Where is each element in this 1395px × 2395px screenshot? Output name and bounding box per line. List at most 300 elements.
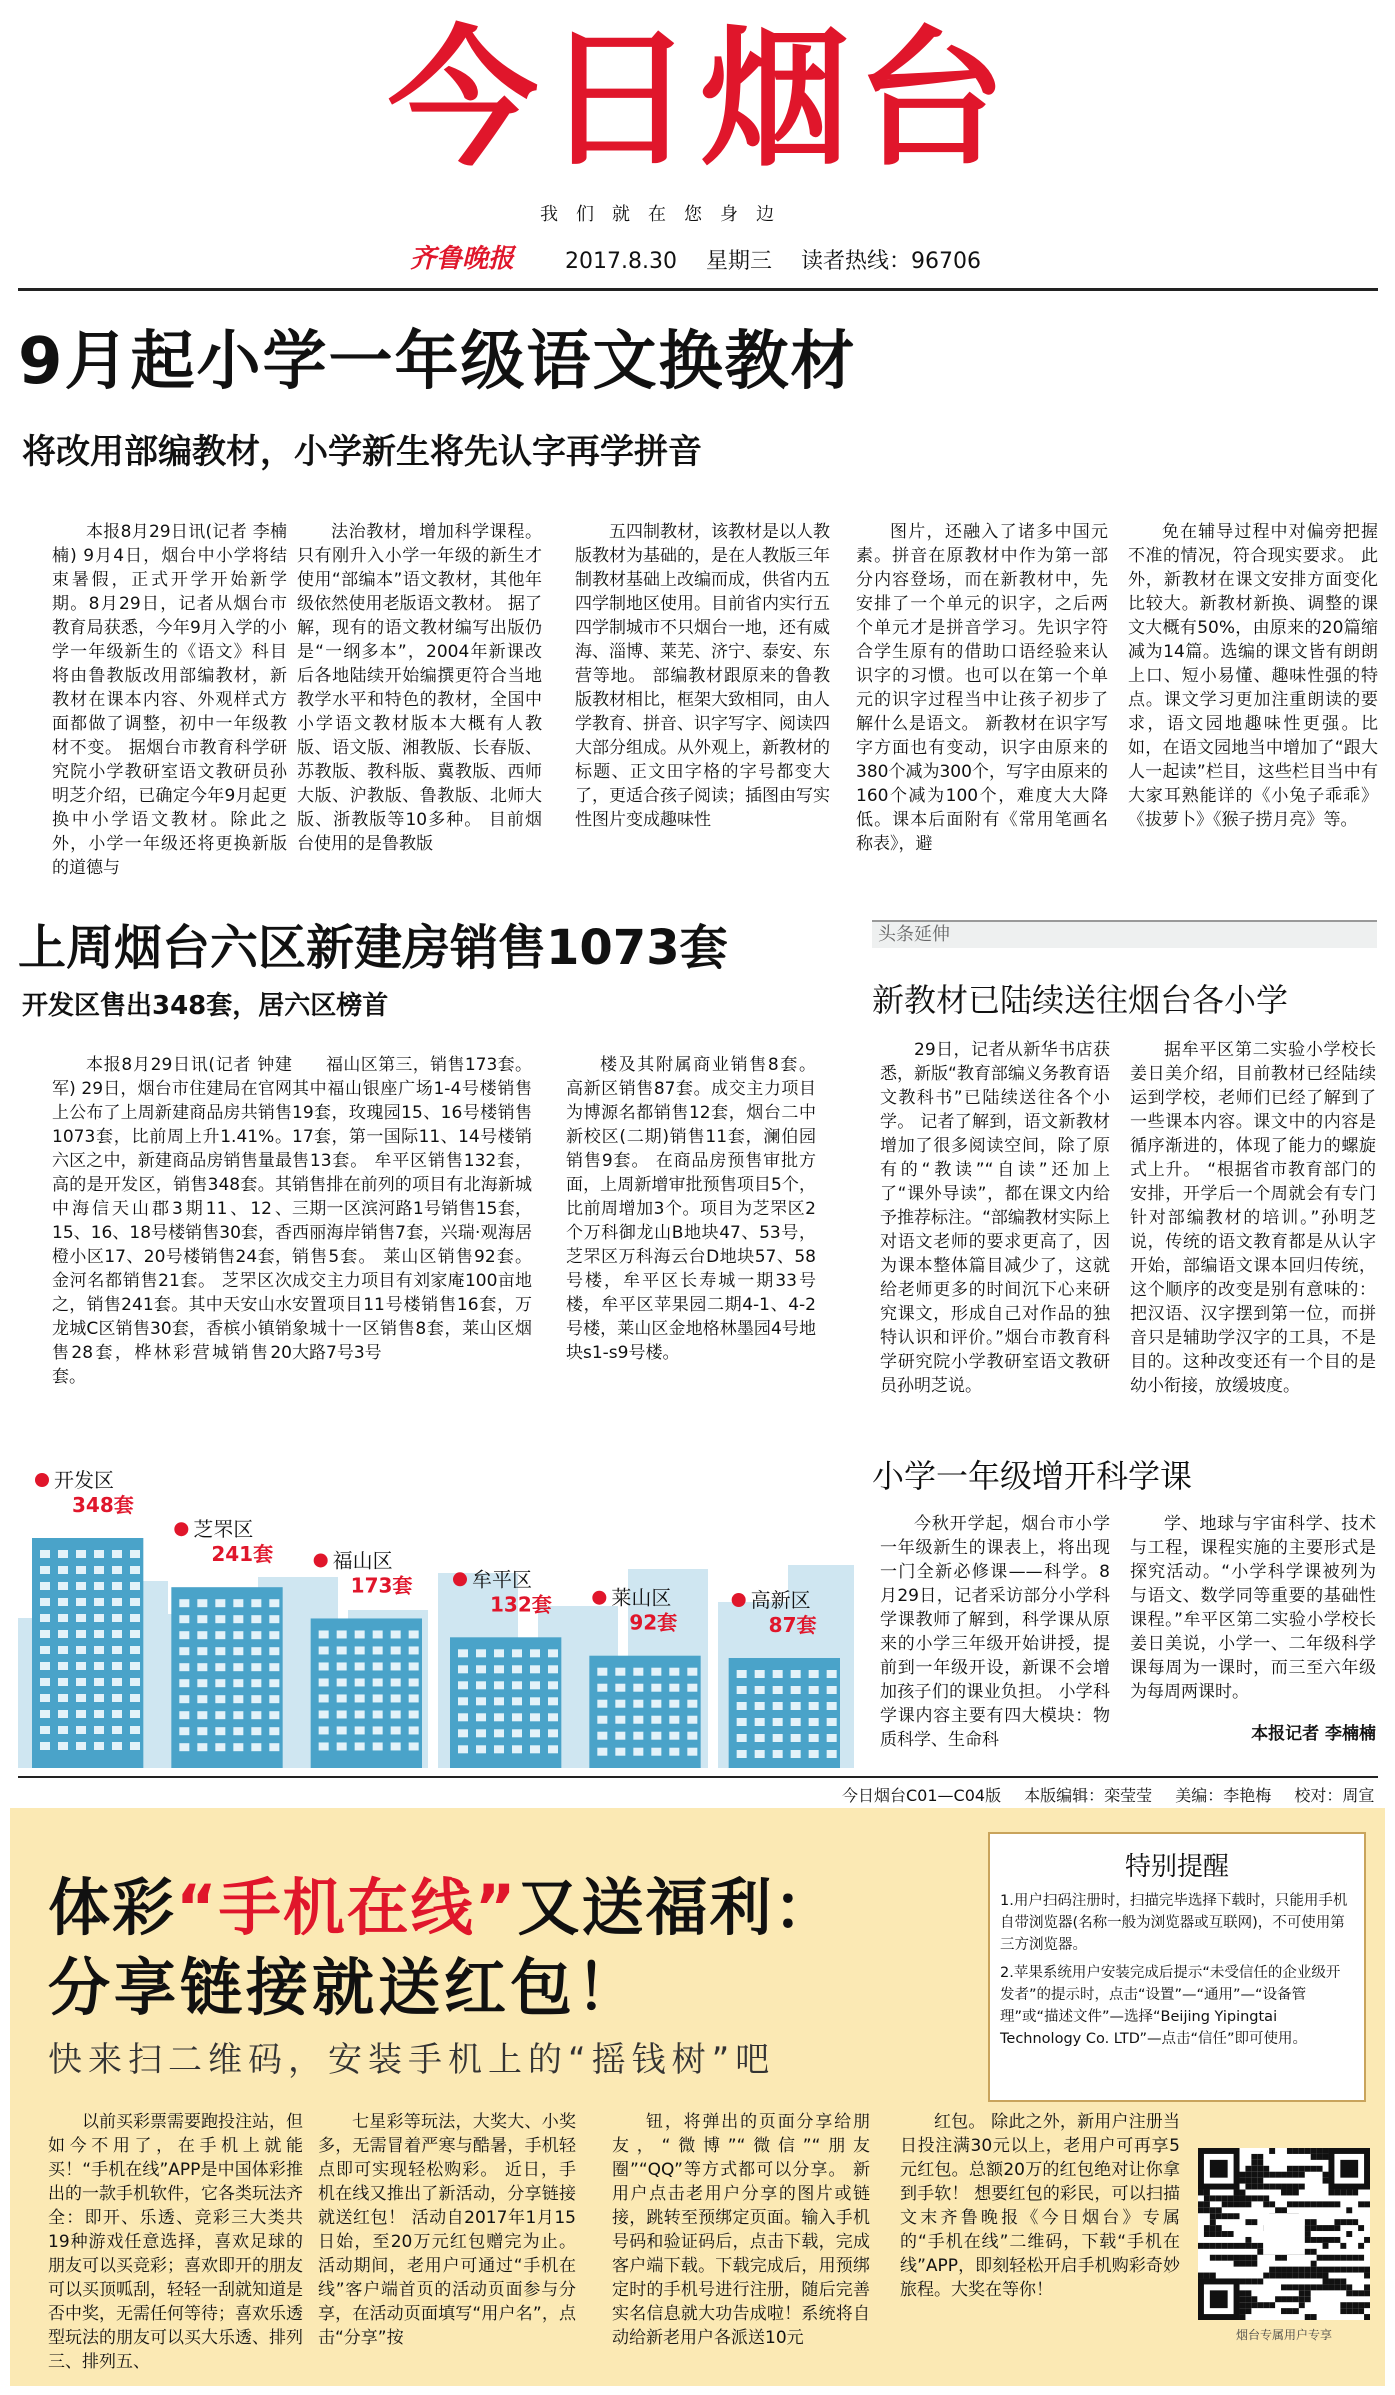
qr-module — [1352, 2267, 1358, 2273]
building-window — [94, 1614, 104, 1622]
qr-module — [1293, 2148, 1299, 2154]
building-window — [615, 1716, 625, 1724]
qr-module — [1299, 2302, 1305, 2308]
qr-module — [1257, 2278, 1263, 2284]
building-window — [791, 1670, 801, 1678]
building-window — [773, 1750, 783, 1758]
qr-module — [1281, 2284, 1287, 2290]
building-window — [633, 1668, 643, 1676]
building-window — [40, 1710, 50, 1718]
building-window — [548, 1697, 558, 1705]
qr-module — [1328, 2278, 1334, 2284]
district-label: 芝罘区 — [193, 1517, 254, 1542]
qr-module — [1299, 2172, 1305, 2178]
building-window — [130, 1742, 140, 1750]
qr-module — [1299, 2267, 1305, 2273]
qr-module — [1293, 2201, 1299, 2207]
building-window — [233, 1679, 243, 1687]
qr-module — [1240, 2178, 1246, 2184]
district-marker — [732, 1593, 746, 1607]
qr-module — [1257, 2249, 1263, 2255]
building-window — [130, 1582, 140, 1590]
building-window — [233, 1663, 243, 1671]
building-window — [391, 1662, 401, 1670]
app-qr-code[interactable] — [1198, 2148, 1370, 2320]
building-window — [215, 1695, 225, 1703]
qr-module — [1281, 2296, 1287, 2302]
qr-module — [1305, 2273, 1311, 2279]
ad-title-line-2: 分享链接就送红包！ — [48, 1951, 643, 2024]
qr-module — [1287, 2273, 1293, 2279]
sales-value-label: 92套 — [629, 1610, 678, 1635]
building-window — [130, 1550, 140, 1558]
building-window — [58, 1726, 68, 1734]
building-window — [319, 1742, 329, 1750]
sales-bar-building — [171, 1587, 282, 1768]
building-window — [197, 1711, 207, 1719]
building-window — [669, 1700, 679, 1708]
qr-module — [1245, 2201, 1251, 2207]
masthead-title: 今日烟台 — [387, 13, 1012, 187]
building-window — [40, 1662, 50, 1670]
qr-module — [1287, 2190, 1293, 2196]
qr-module — [1269, 2273, 1275, 2279]
special-notice-body — [1000, 1890, 1354, 2050]
building-window — [319, 1630, 329, 1638]
building-window — [40, 1694, 50, 1702]
qr-module — [1240, 2195, 1246, 2201]
building-window — [355, 1726, 365, 1734]
qr-module — [1245, 2261, 1251, 2267]
building-window — [651, 1716, 661, 1724]
qr-module — [1352, 2219, 1358, 2225]
building-window — [458, 1649, 468, 1657]
building-window — [76, 1678, 86, 1686]
qr-module — [1346, 2284, 1352, 2290]
building-window — [512, 1665, 522, 1673]
building-window — [94, 1694, 104, 1702]
building-window — [215, 1663, 225, 1671]
qr-module — [1234, 2261, 1240, 2267]
building-window — [373, 1694, 383, 1702]
building-window — [494, 1649, 504, 1657]
qr-module — [1358, 2201, 1364, 2207]
building-window — [809, 1718, 819, 1726]
qr-module — [1364, 2314, 1370, 2320]
building-window — [269, 1711, 279, 1719]
qr-module — [1269, 2201, 1275, 2207]
building-window — [233, 1711, 243, 1719]
qr-module — [1222, 2255, 1228, 2261]
building-window — [737, 1734, 747, 1742]
building-window — [319, 1710, 329, 1718]
building-window — [633, 1684, 643, 1692]
reader-hotline: 读者热线：96706 — [800, 249, 981, 274]
building-window — [58, 1694, 68, 1702]
qr-module — [1216, 2195, 1222, 2201]
qr-module — [1257, 2172, 1263, 2178]
qr-module — [1269, 2302, 1275, 2308]
building-window — [651, 1684, 661, 1692]
building-window — [476, 1649, 486, 1657]
qr-module — [1269, 2184, 1275, 2190]
qr-module — [1210, 2213, 1216, 2219]
building-window — [373, 1726, 383, 1734]
building-window — [112, 1566, 122, 1574]
qr-module — [1323, 2178, 1329, 2184]
building-window — [76, 1646, 86, 1654]
district-marker — [35, 1473, 49, 1487]
qr-module — [1311, 2314, 1317, 2320]
newspaper-logo: 齐鲁晚报 — [410, 244, 515, 274]
qr-module — [1358, 2243, 1364, 2249]
building-window — [687, 1668, 697, 1676]
ad-subtitle: 快来扫二维码，安装手机上的“摇钱树”吧 — [48, 2040, 776, 2080]
ad-body-col-2: 七星彩等玩法，大奖大、小奖多，无需冒着严寒与酷暑，手机轻点即可实现轻松购彩。 近日，手机在线又推出了新活动，分享链接就送红包！ 活动自2017年1月15日始，至20万元红包赠完为止。活动期间，老用户可通过“手机在线”客户端首页的活动页面参与分享，在活动页面填写“用户名”，点击“分享”按 — [318, 2112, 576, 2348]
qr-module — [1228, 2255, 1234, 2261]
qr-module — [1263, 2201, 1269, 2207]
qr-module — [1198, 2201, 1204, 2207]
qr-module — [1281, 2308, 1287, 2314]
building-window — [130, 1726, 140, 1734]
building-window — [669, 1684, 679, 1692]
qr-module — [1317, 2273, 1323, 2279]
qr-module — [1358, 2255, 1364, 2261]
qr-module — [1352, 2255, 1358, 2261]
qr-module — [1216, 2213, 1222, 2219]
building-window — [391, 1646, 401, 1654]
qr-finder — [1340, 2160, 1358, 2178]
building-window — [40, 1646, 50, 1654]
qr-module — [1251, 2278, 1257, 2284]
qr-module — [1364, 2284, 1370, 2290]
qr-module — [1346, 2190, 1352, 2196]
building-window — [337, 1694, 347, 1702]
qr-module — [1323, 2154, 1329, 2160]
building-window — [58, 1630, 68, 1638]
side-story-2-col-1: 今秋开学起，烟台市小学一年级新生的课表上，将出现一门全新必修课——科学。8月29日，记者采访部分小学科学课教师了解到，科学课从原来的小学三年级开始讲授，提前到一年级开设，新课不会增加孩子们的课业负担。 小学科学课内容主要有四大模块：物质科学、生命科 — [880, 1514, 1110, 1750]
building-window — [827, 1750, 837, 1758]
qr-module — [1311, 2267, 1317, 2273]
building-window — [58, 1550, 68, 1558]
building-window — [94, 1726, 104, 1734]
qr-module — [1340, 2278, 1346, 2284]
sales-value-label: 87套 — [768, 1613, 817, 1637]
building-window — [651, 1732, 661, 1740]
qr-module — [1317, 2154, 1323, 2160]
building-window — [615, 1700, 625, 1708]
qr-module — [1346, 2219, 1352, 2225]
qr-module — [1334, 2255, 1340, 2261]
building-window — [355, 1662, 365, 1670]
qr-module — [1328, 2201, 1334, 2207]
building-window — [355, 1710, 365, 1718]
building-window — [58, 1710, 68, 1718]
building-window — [130, 1630, 140, 1638]
building-window — [233, 1615, 243, 1623]
qr-module — [1240, 2308, 1246, 2314]
building-window — [669, 1748, 679, 1756]
qr-module — [1305, 2296, 1311, 2302]
building-window — [512, 1649, 522, 1657]
qr-module — [1293, 2267, 1299, 2273]
building-window — [809, 1734, 819, 1742]
qr-module — [1287, 2201, 1293, 2207]
building-window — [687, 1700, 697, 1708]
qr-module — [1364, 2290, 1370, 2296]
qr-module — [1323, 2267, 1329, 2273]
building-window — [512, 1681, 522, 1689]
building-window — [319, 1694, 329, 1702]
building-window — [269, 1727, 279, 1735]
building-window — [58, 1614, 68, 1622]
building-window — [773, 1686, 783, 1694]
building-window — [94, 1598, 104, 1606]
qr-module — [1245, 2290, 1251, 2296]
qr-module — [1251, 2172, 1257, 2178]
building-window — [737, 1750, 747, 1758]
qr-module — [1358, 2302, 1364, 2308]
building-window — [809, 1702, 819, 1710]
qr-module — [1240, 2261, 1246, 2267]
building-window — [391, 1694, 401, 1702]
qr-module — [1317, 2225, 1323, 2231]
building-window — [530, 1729, 540, 1737]
building-window — [773, 1702, 783, 1710]
building-window — [233, 1743, 243, 1751]
building-window — [112, 1646, 122, 1654]
building-window — [791, 1734, 801, 1742]
building-window — [251, 1599, 261, 1607]
building-window — [269, 1663, 279, 1671]
qr-module — [1228, 2213, 1234, 2219]
building-window — [58, 1742, 68, 1750]
building-window — [633, 1748, 643, 1756]
qr-module — [1328, 2225, 1334, 2231]
qr-module — [1340, 2267, 1346, 2273]
qr-module — [1311, 2148, 1317, 2154]
footer-divider — [18, 1776, 1378, 1778]
qr-module — [1245, 2166, 1251, 2172]
building-window — [337, 1646, 347, 1654]
qr-module — [1328, 2284, 1334, 2290]
building-window — [215, 1711, 225, 1719]
building-window — [827, 1718, 837, 1726]
building-window — [791, 1702, 801, 1710]
qr-module — [1245, 2178, 1251, 2184]
qr-module — [1287, 2172, 1293, 2178]
qr-module — [1346, 2255, 1352, 2261]
building-window — [197, 1663, 207, 1671]
building-window — [337, 1630, 347, 1638]
qr-module — [1293, 2296, 1299, 2302]
qr-module — [1240, 2302, 1246, 2308]
housing-sales-chart — [18, 1428, 854, 1768]
masthead-slogan: 我们就在您身边 — [540, 204, 792, 225]
qr-module — [1251, 2195, 1257, 2201]
qr-module — [1240, 2290, 1246, 2296]
qr-module — [1269, 2172, 1275, 2178]
building-window — [40, 1598, 50, 1606]
qr-module — [1281, 2184, 1287, 2190]
qr-module — [1287, 2267, 1293, 2273]
qr-module — [1293, 2166, 1299, 2172]
edition-label: 今日烟台C01—C04版 — [842, 1786, 1002, 1805]
qr-module — [1245, 2184, 1251, 2190]
qr-module — [1210, 2273, 1216, 2279]
building-window — [476, 1713, 486, 1721]
building-window — [269, 1615, 279, 1623]
building-window — [755, 1750, 765, 1758]
art-credit: 美编：李艳梅 — [1175, 1786, 1272, 1805]
qr-module — [1364, 2237, 1370, 2243]
qr-module — [1263, 2273, 1269, 2279]
qr-module — [1317, 2148, 1323, 2154]
building-window — [76, 1614, 86, 1622]
side-story-2-headline: 小学一年级增开科学课 — [872, 1457, 1193, 1495]
building-window — [215, 1679, 225, 1687]
building-window — [530, 1681, 540, 1689]
district-label: 牟平区 — [472, 1567, 532, 1592]
qr-module — [1234, 2201, 1240, 2207]
building-window — [597, 1668, 607, 1676]
building-window — [58, 1662, 68, 1670]
building-window — [530, 1649, 540, 1657]
qr-module — [1358, 2290, 1364, 2296]
building-window — [76, 1710, 86, 1718]
qr-module — [1334, 2201, 1340, 2207]
building-window — [233, 1647, 243, 1655]
qr-module — [1222, 2243, 1228, 2249]
qr-module — [1257, 2160, 1263, 2166]
qr-module — [1251, 2160, 1257, 2166]
ad-title-suffix: 又送福利： — [517, 1871, 838, 1944]
qr-module — [1299, 2290, 1305, 2296]
housing-headline: 上周烟台六区新建房销售1073套 — [18, 920, 728, 976]
building-window — [373, 1646, 383, 1654]
editor-credit: 本版编辑：栾莹莹 — [1024, 1786, 1153, 1805]
building-window — [179, 1647, 189, 1655]
building-window — [530, 1697, 540, 1705]
building-window — [251, 1615, 261, 1623]
qr-module — [1358, 2308, 1364, 2314]
qr-module — [1293, 2184, 1299, 2190]
building-window — [791, 1718, 801, 1726]
building-window — [58, 1646, 68, 1654]
ad-body-col-4: 红包。 除此之外，新用户注册当日投注满30元以上，老用户可再享5元红包。总额20万的红包绝对让你拿到手软！ 想要红包的彩民，可以扫描文末齐鲁晚报《今日烟台》专属的“手机在线”二维码，下载“手机在线”APP，即刻轻松开启手机购彩奇妙旅程。大奖在等你！ — [900, 2112, 1180, 2300]
building-window — [179, 1695, 189, 1703]
qr-module — [1234, 2195, 1240, 2201]
qr-module — [1317, 2267, 1323, 2273]
building-window — [94, 1630, 104, 1638]
masthead-info — [565, 244, 1003, 275]
sidebar-tag: 头条延伸 — [872, 920, 1377, 948]
qr-module — [1204, 2231, 1210, 2237]
building-window — [512, 1745, 522, 1753]
district-label: 高新区 — [750, 1588, 811, 1612]
district-marker — [592, 1591, 606, 1605]
qr-module — [1287, 2148, 1293, 2154]
qr-finder — [1210, 2160, 1228, 2178]
district-marker — [453, 1572, 467, 1586]
qr-module — [1311, 2166, 1317, 2172]
building-window — [494, 1745, 504, 1753]
qr-module — [1323, 2273, 1329, 2279]
qr-module — [1287, 2166, 1293, 2172]
notice-item-2: 2.苹果系统用户安装完成后提示“未受信任的企业级开发者”的提示时，点击“设置”—“通用”—“设备管理”或“描述文件”—选择“Beijing Yipingtai Technology Co. LTD”—点击“信任”即可使用。 — [1000, 1965, 1341, 2047]
building-window — [112, 1694, 122, 1702]
building-window — [251, 1727, 261, 1735]
building-window — [319, 1678, 329, 1686]
building-window — [58, 1598, 68, 1606]
qr-module — [1210, 2225, 1216, 2231]
qr-module — [1228, 2195, 1234, 2201]
qr-module — [1364, 2273, 1370, 2279]
qr-module — [1275, 2172, 1281, 2178]
qr-module — [1204, 2243, 1210, 2249]
qr-module — [1334, 2267, 1340, 2273]
qr-module — [1323, 2278, 1329, 2284]
qr-module — [1257, 2166, 1263, 2172]
building-window — [548, 1681, 558, 1689]
housing-body-col-1: 本报8月29日讯(记者 钟建军) 29日，烟台市住建局在官网上公布了上周新建商品房共销售1073套，比前周上升1.41%。六区之中，新建商品房销售量最高的是开发区，销售348套。其中海信天山郡3期11、12、15、16、18号楼销售30套，香橙小区17、20号楼销售24套，金河名都销售21套。 芝罘区次之，销售241套。其中天安山水龙城C区销售30套，香槟小镇销售28套，桦林彩营城销售20套。 — [52, 1055, 292, 1387]
building-window — [669, 1716, 679, 1724]
ad-title-prefix: 体彩 — [48, 1871, 177, 1944]
building-window — [179, 1727, 189, 1735]
building-window — [337, 1662, 347, 1670]
proof-credit: 校对：周宣 — [1294, 1786, 1375, 1805]
qr-module — [1311, 2249, 1317, 2255]
qr-module — [1305, 2284, 1311, 2290]
building-window — [409, 1662, 419, 1670]
district-marker — [314, 1553, 328, 1567]
qr-module — [1240, 2243, 1246, 2249]
qr-module — [1299, 2273, 1305, 2279]
qr-module — [1216, 2255, 1222, 2261]
lead-headline: 9月起小学一年级语文换教材 — [18, 325, 857, 399]
qr-module — [1311, 2225, 1317, 2231]
qr-module — [1293, 2308, 1299, 2314]
qr-module — [1234, 2255, 1240, 2261]
building-window — [215, 1743, 225, 1751]
qr-module — [1334, 2225, 1340, 2231]
building-window — [530, 1665, 540, 1673]
building-window — [651, 1700, 661, 1708]
building-window — [827, 1670, 837, 1678]
building-window — [112, 1614, 122, 1622]
qr-module — [1311, 2273, 1317, 2279]
building-window — [755, 1670, 765, 1678]
qr-module — [1263, 2184, 1269, 2190]
building-window — [94, 1710, 104, 1718]
issue-date: 2017.8.30 — [565, 249, 677, 274]
qr-module — [1204, 2190, 1210, 2196]
building-window — [548, 1729, 558, 1737]
building-window — [94, 1566, 104, 1574]
qr-module — [1340, 2255, 1346, 2261]
qr-module — [1240, 2201, 1246, 2207]
qr-module — [1287, 2296, 1293, 2302]
building-window — [179, 1679, 189, 1687]
qr-module — [1222, 2213, 1228, 2219]
qr-module — [1275, 2255, 1281, 2261]
qr-center-logo — [1263, 2213, 1305, 2255]
qr-module — [1305, 2219, 1311, 2225]
building-window — [112, 1550, 122, 1558]
building-window — [76, 1726, 86, 1734]
side-story-2-col-2: 学、地球与宇宙科学、技术与工程，课程实施的主要形式是探究活动。“小学科学课被列为与语文、数学同等重要的基础性课程。”牟平区第二实验小学校长姜日美说，小学一、二年级科学课每周为一课时，而三至六年级为每周两课时。 — [1130, 1514, 1376, 1702]
qr-module — [1293, 2273, 1299, 2279]
